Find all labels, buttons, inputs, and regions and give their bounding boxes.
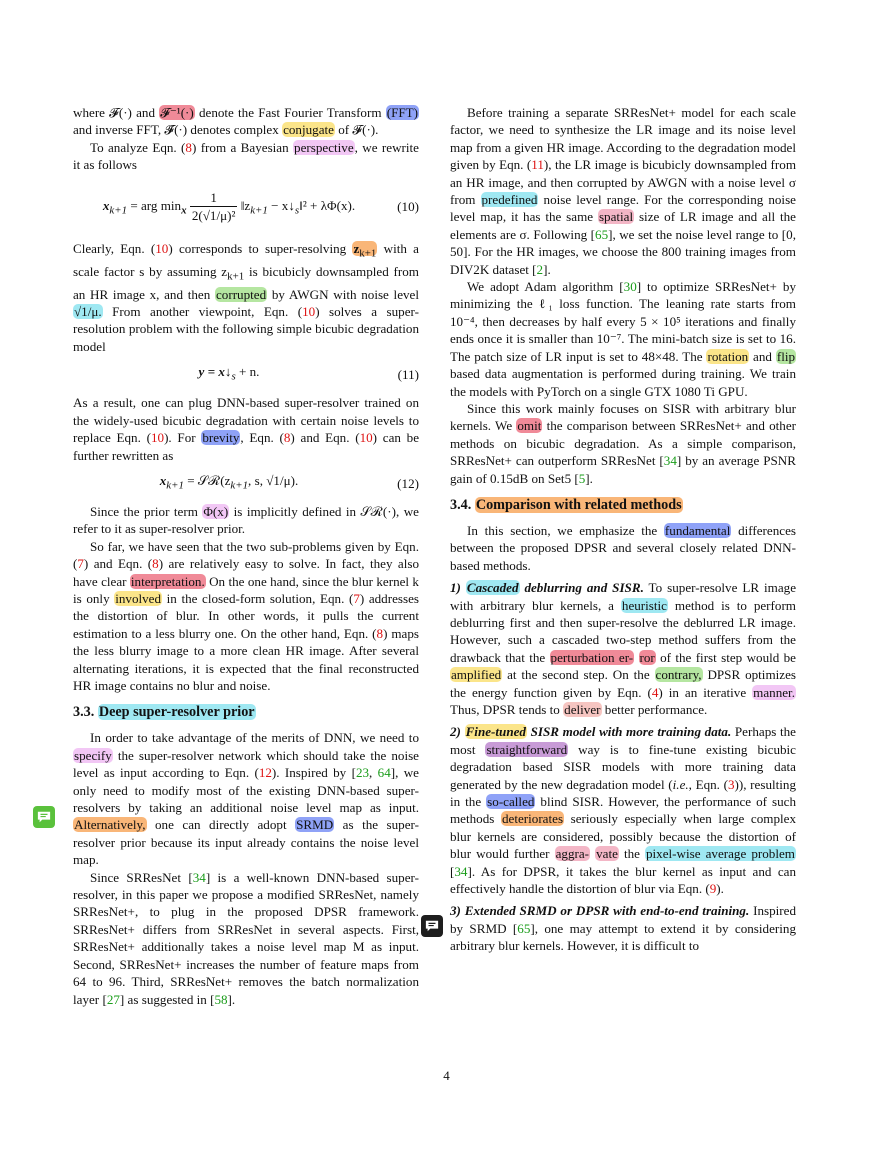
highlight[interactable]: vate — [596, 846, 618, 862]
citation-link[interactable]: 34 — [663, 453, 677, 469]
paragraph: To analyze Eqn. (8) from a Bayesian perspective, we rewrite it as follows — [73, 139, 419, 173]
highlight[interactable]: corrupted — [215, 286, 267, 302]
highlight[interactable]: heuristic — [621, 597, 667, 613]
comment-glyph-icon — [425, 919, 439, 933]
eqn-link[interactable]: 3 — [727, 776, 735, 792]
eqn-link[interactable]: 7 — [77, 556, 84, 572]
page-number: 4 — [443, 1068, 450, 1083]
highlight[interactable]: Deep super-resolver prior — [98, 704, 255, 721]
highlight[interactable]: fundamental — [664, 522, 731, 538]
highlight[interactable]: conjugate — [283, 122, 334, 138]
citation-link[interactable]: 5 — [578, 470, 586, 486]
highlight[interactable]: brevity — [202, 430, 240, 446]
eqn-link[interactable]: 10 — [150, 430, 165, 446]
highlight[interactable]: perspective — [294, 139, 354, 155]
right-column — [450, 104, 796, 955]
fraction: $\frac{1}{\text{2(√1/μ)²}}$ — [191, 189, 236, 224]
paragraph: 2) Fine-tuned SISR model with more training data. Perhaps the most straightforward way is to fine-tune existing bicubic degradation based SISR models with more training data generated by the new degradation model (i.e., Eqn. (3)), resulting in the so-called blind SISR. However, the performance of such methods deteriorates seriously especially when large complex blur kernels are considered, possibly because the distortion of blur would further aggra- vate the pixel-wise average problem [34]. As for DPSR, it takes the blur kernel as input and can effectively handle the distortion of blur via Eqn. (9). — [450, 724, 797, 897]
paragraph: So far, we have seen that the two sub-problems given by Eqn. (7) and Eqn. (8) are relatively easy to solve. In fact, they also have clear interpretation. On the one hand, since the blur kernel k is only involved in the closed-form solution, Eqn. (7) addresses the distortion of blur. In other words, it pulls the current estimation to a less blurry one. On the other hand, Eqn. (8) maps the less blurry image to a more clean HR image. After several alternating iterations, it is expected that the final reconstructed HR image contains no blur and noise. — [73, 538, 420, 693]
highlight[interactable]: contrary, — [655, 667, 702, 683]
comment-icon[interactable] — [421, 915, 443, 937]
highlight[interactable]: flip — [776, 348, 796, 364]
highlight[interactable]: Fine-tuned — [465, 724, 526, 740]
highlight[interactable]: predefined — [481, 192, 538, 208]
equation-body: $y = x↓_s + n$. — [198, 364, 260, 383]
citation-link[interactable]: 34 — [192, 869, 206, 885]
paragraph: 1) Cascaded deblurring and SISR. To super-resolve LR image with arbitrary blur kernels, a heuristic method is to perform deblurring first and then super-resolve the deblurred LR image. However, such a cascaded two-step method suffers from the drawback that the perturbation er- ror of the first step would be amplified at the second step. On the contrary, DPSR optimizes the energy function given by Eqn. (4) in an iterative manner. Thus, DPSR tends to deliver better performance. — [450, 580, 797, 717]
paragraph: Before training a separate SRResNet+ model for each scale factor, we need to synthesize the LR image and its noise level map from a given HR image. According to the degradation model given by Eqn. (11), the LR image is bicubicly downsampled from an HR image, and then corrupted by AWGN with a noise level σ from predefined noise level range. For the corresponding noise level map, it has the same spatial size of LR image and all the elements are σ. Following [65], we set the noise level range to [0, 50]. For the HR images, we choose the 800 training images from DIV2K dataset [2]. — [450, 105, 796, 277]
highlight[interactable]: deteriorates — [501, 811, 564, 827]
citation-link[interactable]: 2 — [536, 261, 544, 277]
equation-10 — [73, 182, 419, 232]
citation-link[interactable]: 34 — [454, 863, 468, 879]
highlight[interactable]: specify — [74, 747, 112, 763]
highlight[interactable]: manner. — [753, 684, 795, 700]
eqn-link[interactable]: 9 — [709, 881, 717, 897]
equation-body: $x_{k+1}$ = arg $\min_x$ $\frac{1}{\text{2(√1/μ)²}}$ $‖z_{k+1}$ − $x↓_s‖^2 + \lambda\Phi(x)$. — [102, 189, 356, 224]
highlight[interactable]: √1/μ. — [74, 304, 102, 320]
highlight[interactable]: Alternatively, — [74, 817, 146, 833]
comment-icon[interactable] — [33, 806, 55, 828]
highlight[interactable]: pixel-wise average problem — [646, 846, 795, 862]
citation-link[interactable]: 27 — [106, 991, 120, 1007]
eqn-link[interactable]: 12 — [258, 765, 272, 781]
equation-11 — [73, 363, 419, 386]
paragraph: Since the prior term Φ(x) is implicitly defined in 𝒮ℛ(·), we refer to it as super-resolver prior. — [73, 503, 419, 537]
paragraph: Since SRResNet [34] is a well-known DNN-based super-resolver, in this paper we propose a modified SRResNet, namely SRResNet+, to plug in the proposed DPSR framework. SRResNet+ differs from SRResNet in several aspects. First, SRResNet+ additionally takes a noise level map M as input. Second, SRResNet+ increases the number of feature maps from 64 to 96. Third, SRResNet+ removes the batch normalization layer [27] as suggested in [58]. — [73, 869, 420, 1007]
left-column — [73, 104, 419, 1008]
paragraph: In order to take advantage of the merits of DNN, we need to specify the super-resolver network which should take the noise level as input according to Eqn. (12). Inspired by [23, 64], we only need to modify most of the existing DNN-based super-resolvers by taking an additional noise level map as input. Alternatively, one can directly adopt SRMD as the super-resolver prior because its input already contains the noise level map. — [73, 730, 420, 868]
eqn-link[interactable]: 8 — [152, 556, 159, 572]
eqn-link[interactable]: 8 — [185, 139, 192, 155]
highlight[interactable]: 𝓕⁻¹(·) — [160, 105, 194, 120]
section-heading: 3.4. Comparison with related methods — [450, 496, 682, 513]
paragraph: Since this work mainly focuses on SISR with arbitrary blur kernels. We omit the comparison between SRResNet+ and other methods on bicubic degradation. As a simple comparison, SRResNet+ can outperform SRResNet [34] by an average PSNR gain of 0.15dB on Set5 [5]. — [450, 400, 796, 486]
citation-link[interactable]: 58 — [214, 991, 228, 1007]
paragraph: 3) Extended SRMD or DPSR with end-to-end training. Inspired by SRMD [65], one may attempt to extend it by considering arbitrary blur kernels. However, it is difficult to — [450, 903, 796, 954]
highlight[interactable]: ror — [639, 649, 655, 665]
eqn-link[interactable]: 10 — [155, 240, 169, 256]
eqn-link[interactable]: 10 — [359, 430, 373, 446]
equation-number: (11) — [397, 367, 419, 383]
highlight[interactable]: perturbation er- — [550, 649, 634, 665]
equation-12 — [73, 472, 419, 495]
eqn-link[interactable]: 8 — [283, 430, 291, 446]
citation-link[interactable]: 23 — [355, 765, 370, 781]
highlight[interactable]: omit — [517, 418, 542, 434]
equation-body: $x_{k+1}$ = $𝒮ℛ(z_{k+1}$, s, √1/μ). — [159, 472, 299, 492]
highlight[interactable]: rotation — [707, 348, 749, 364]
highlight[interactable]: amplified — [451, 667, 502, 683]
highlight[interactable]: $z_{k+1}$ — [353, 240, 377, 260]
highlight[interactable]: straightforward — [486, 741, 568, 757]
citation-link[interactable]: 65 — [595, 226, 609, 242]
equation-number: (10) — [397, 198, 419, 214]
paragraph: where 𝓕(·) and 𝓕⁻¹(·) denote the Fast Fourier Transform (FFT) and inverse FFT, 𝓕̄(·) denotes complex conjugate of 𝓕(·). — [73, 105, 418, 138]
paragraph: As a result, one can plug DNN-based super-resolver trained on the widely-used bicubic degradation with certain noise levels to replace Eqn. (10). For brevity, Eqn. (8) and Eqn. (10) can be further rewritten as — [73, 395, 420, 463]
citation-link[interactable]: 64 — [377, 765, 391, 781]
section-heading: 3.3. Deep super-resolver prior — [73, 704, 255, 721]
highlight[interactable]: spatial — [598, 209, 634, 225]
highlight[interactable]: Comparison with related methods — [475, 496, 682, 513]
highlight[interactable]: involved — [115, 590, 162, 606]
highlight[interactable]: SRMD — [296, 817, 334, 833]
eqn-link[interactable]: 11 — [531, 157, 544, 173]
citation-link[interactable]: 65 — [517, 920, 531, 936]
highlight[interactable]: (FFT) — [386, 105, 418, 120]
paragraph: We adopt Adam algorithm [30] to optimize SRResNet+ by minimizing the ℓ₁ loss function. The leaning rate starts from 10⁻⁴, then decreases by half every 5 × 10⁵ iterations and finally ends once it is smaller than 10⁻⁷. The mini-batch size is set to 16. The patch size of LR input is set to 48×48. The rotation and flip based data augmentation is performed during training. We train the models with PyTorch on a single GTX 1080 Ti GPU. — [450, 279, 797, 399]
equation-number: (12) — [397, 475, 419, 491]
highlight[interactable]: Cascaded — [466, 580, 519, 596]
highlight[interactable]: so-called — [487, 794, 535, 810]
highlight[interactable]: interpretation. — [130, 573, 205, 589]
eqn-link[interactable]: 4 — [651, 684, 659, 700]
eqn-link[interactable]: 8 — [376, 625, 384, 641]
comment-glyph-icon — [37, 810, 51, 824]
eqn-link[interactable]: 10 — [302, 304, 316, 320]
citation-link[interactable]: 30 — [623, 279, 637, 295]
paragraph: In this section, we emphasize the fundamental differences between the proposed DPSR and several closely related DNN-based methods. — [450, 522, 796, 573]
paragraph: Clearly, Eqn. (10) corresponds to super-resolving $z_{k+1}$ with a scale factor s by assuming $z_{k+1}$ is bicubicly downsampled from an HR image x, and then corrupted by AWGN with noise level √1/μ. From another viewpoint, Eqn. (10) solves a super-resolution problem with the following simple bicubic degradation model — [73, 240, 420, 354]
highlight[interactable]: aggra- — [555, 846, 590, 862]
eqn-link[interactable]: 7 — [353, 590, 360, 606]
highlight[interactable]: deliver — [564, 702, 601, 717]
highlight[interactable]: Φ(x) — [203, 503, 229, 519]
